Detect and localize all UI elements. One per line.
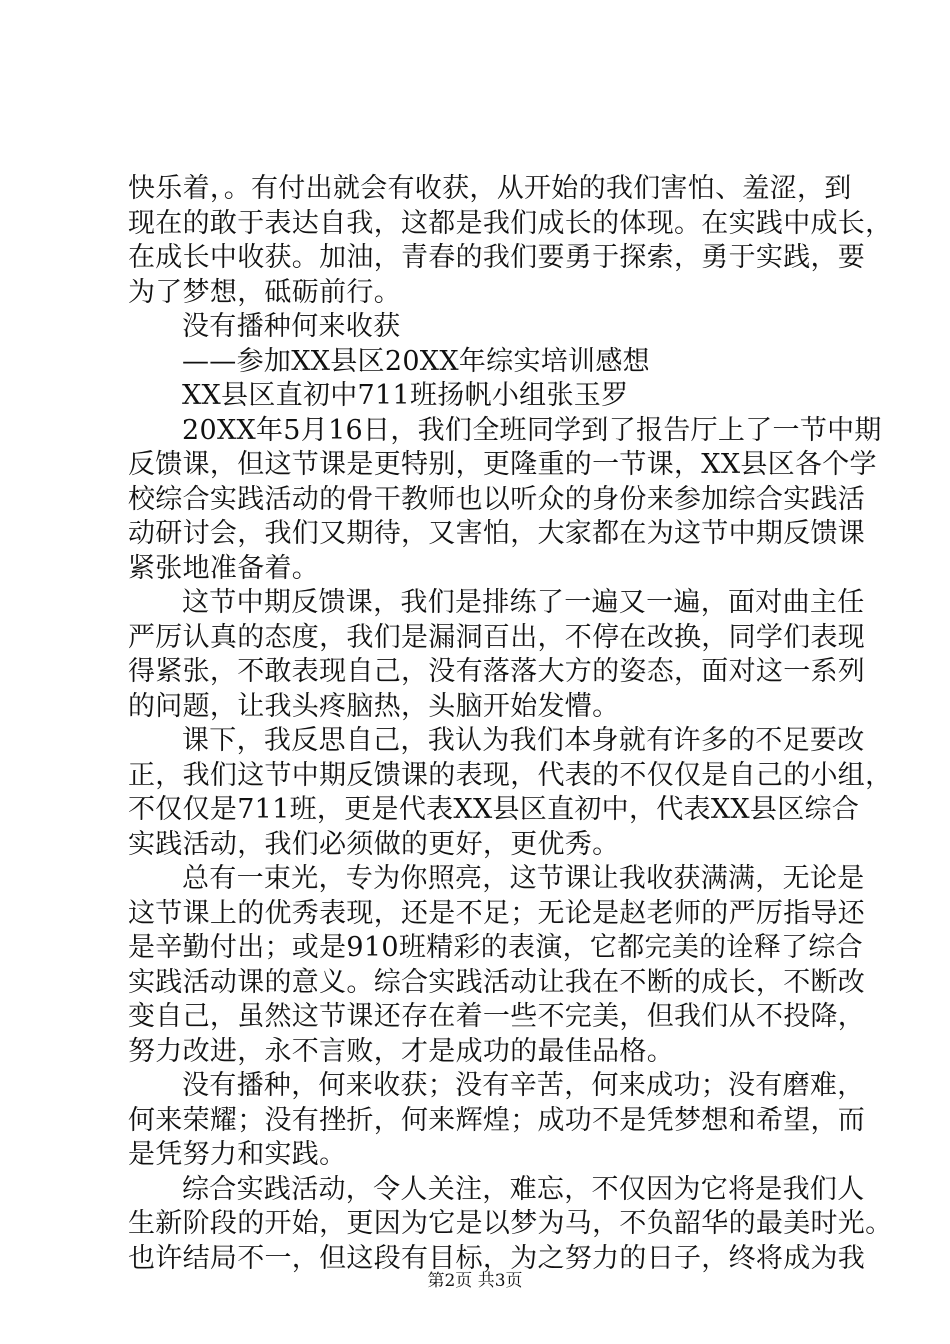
- text-line: 严厉认真的态度，我们是漏洞百出，不停在改换，同学们表现: [128, 621, 866, 653]
- text-line: ——参加XX县区20XX年综实培训感想: [182, 345, 650, 377]
- text-line: 也许结局不一，但这段有目标，为之努力的日子，终将成为我: [128, 1242, 866, 1274]
- text-line: 生新阶段的开始，更因为它是以梦为马，不负韶华的最美时光。: [128, 1208, 893, 1239]
- text-line: 的问题，让我头疼脑热，头脑开始发懵。: [128, 690, 620, 722]
- text-line: 现在的敢于表达自我，这都是我们成长的体现。在实践中成长，: [128, 207, 893, 239]
- text-line: 何来荣耀；没有挫折，何来辉煌；成功不是凭梦想和希望，而: [128, 1104, 866, 1136]
- text-line: 得紧张，不敢表现自己，没有落落大方的姿态，面对这一系列: [128, 656, 866, 687]
- text-line: 变自己，虽然这节课还存在着一些不完美，但我们从不投降，: [128, 1001, 866, 1032]
- text-line: 课下，我反思自己，我认为我们本身就有许多的不足要改: [182, 725, 865, 756]
- text-line: 没有播种何来收获: [182, 311, 401, 342]
- text-line: 没有播种，何来收获；没有辛苦，何来成功；没有磨难，: [182, 1070, 865, 1101]
- text-line: 实践活动课的意义。综合实践活动让我在不断的成长，不断改: [128, 966, 866, 998]
- text-line: 在成长中收获。加油，青春的我们要勇于探索，勇于实践，要: [128, 242, 866, 273]
- text-line: 正，我们这节中期反馈课的表现，代表的不仅仅是自己的小组，: [128, 759, 893, 791]
- document-body: [128, 172, 893, 1276]
- text-line: 为了梦想，砥砺前行。: [128, 276, 401, 308]
- page-footer: 第2页 共3页: [427, 1271, 523, 1291]
- text-line: 校综合实践活动的骨干教师也以听众的身份来参加综合实践活: [128, 483, 866, 515]
- text-line: 这节中期反馈课，我们是排练了一遍又一遍，面对曲主任: [182, 587, 865, 618]
- text-line: 不仅仅是711班，更是代表XX县区直初中，代表XX县区综合: [128, 794, 860, 825]
- text-line: 这节课上的优秀表现，还是不足；无论是赵老师的严厉指导还: [128, 897, 866, 929]
- text-line: 动研讨会，我们又期待，又害怕，大家都在为这节中期反馈课: [128, 518, 866, 549]
- text-line: 紧张地准备着。: [128, 552, 320, 584]
- text-line: XX县区直初中711班扬帆小组张玉罗: [182, 380, 629, 411]
- text-line: 反馈课，但这节课是更特别，更隆重的一节课，XX县区各个学: [128, 449, 877, 480]
- text-line: 是辛勤付出；或是910班精彩的表演，它都完美的诠释了综合: [128, 932, 863, 963]
- text-line: 综合实践活动，令人关注，难忘，不仅因为它将是我们人: [182, 1173, 865, 1205]
- text-line: 快乐着，。有付出就会有收获，从开始的我们害怕、羞涩，到: [128, 173, 852, 204]
- text-line: 实践活动，我们必须做的更好，更优秀。: [128, 828, 620, 860]
- text-line: 努力改进，永不言败，才是成功的最佳品格。: [128, 1035, 674, 1067]
- text-line: 20XX年5月16日，我们全班同学到了报告厅上了一节中期: [182, 414, 882, 446]
- text-line: 是凭努力和实践。: [128, 1139, 347, 1170]
- text-line: 总有一束光，专为你照亮，这节课让我收获满满，无论是: [182, 863, 865, 894]
